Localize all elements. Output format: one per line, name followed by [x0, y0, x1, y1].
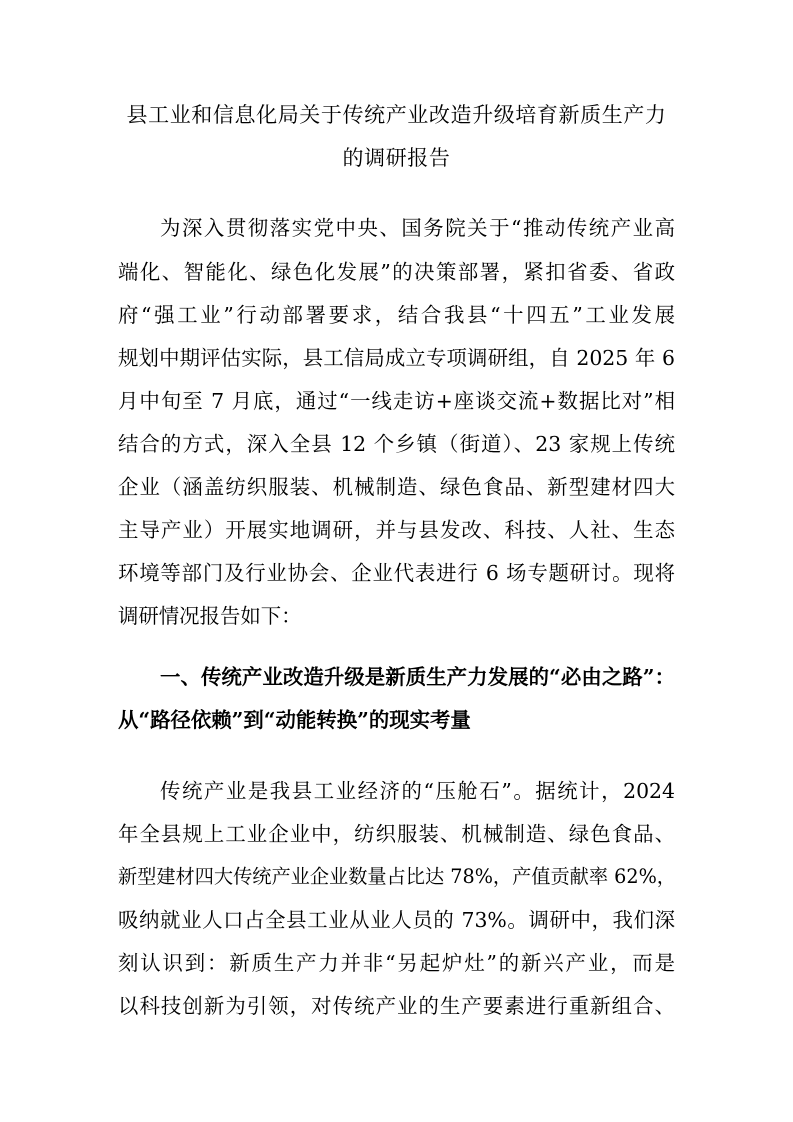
intro-line: 为深入贯彻落实党中央、国务院关于“推动传统产业高: [160, 216, 675, 240]
body-line: 新型建材四大传统产业企业数量占比达 78%，产值贡献率 62%，: [118, 865, 676, 888]
body-line: 吸纳就业人口占全县工业从业人员的 73%。调研中，我们深: [118, 908, 675, 932]
intro-line: 主导产业）开展实地调研，并与县发改、科技、人社、生态: [118, 518, 675, 542]
body-line: 刻认识到：新质生产力并非“另起炉灶”的新兴产业，而是: [118, 951, 675, 975]
intro-line: 端化、智能化、绿色化发展”的决策部署，紧扣省委、省政: [118, 260, 675, 284]
section-heading-line-2: 从“路径依赖”到“动能转换”的现实考量: [118, 708, 471, 732]
intro-line: 月中旬至 7 月底，通过“一线走访+座谈交流+数据比对”相: [118, 389, 675, 413]
document-title-line-2: 的调研报告: [342, 146, 451, 170]
intro-line: 府“强工业”行动部署要求，结合我县“十四五”工业发展: [118, 303, 675, 327]
body-line: 以科技创新为引领，对传统产业的生产要素进行重新组合、: [118, 994, 675, 1018]
intro-line: 调研情况报告如下：: [118, 604, 302, 628]
document-title-line-1: 县工业和信息化局关于传统产业改造升级培育新质生产力: [126, 103, 667, 127]
body-line: 年全县规上工业企业中，纺织服装、机械制造、绿色食品、: [118, 822, 675, 846]
intro-line: 企业（涵盖纺织服装、机械制造、绿色食品、新型建材四大: [118, 475, 675, 499]
intro-line: 结合的方式，深入全县 12 个乡镇（街道）、23 家规上传统: [118, 432, 675, 456]
body-line: 传统产业是我县工业经济的“压舱石”。据统计，2024: [160, 779, 675, 803]
section-heading-line-1: 一、传统产业改造升级是新质生产力发展的“必由之路”：: [160, 665, 675, 689]
intro-line: 规划中期评估实际，县工信局成立专项调研组，自 2025 年 6: [118, 346, 675, 370]
intro-line: 环境等部门及行业协会、企业代表进行 6 场专题研讨。现将: [118, 561, 675, 585]
